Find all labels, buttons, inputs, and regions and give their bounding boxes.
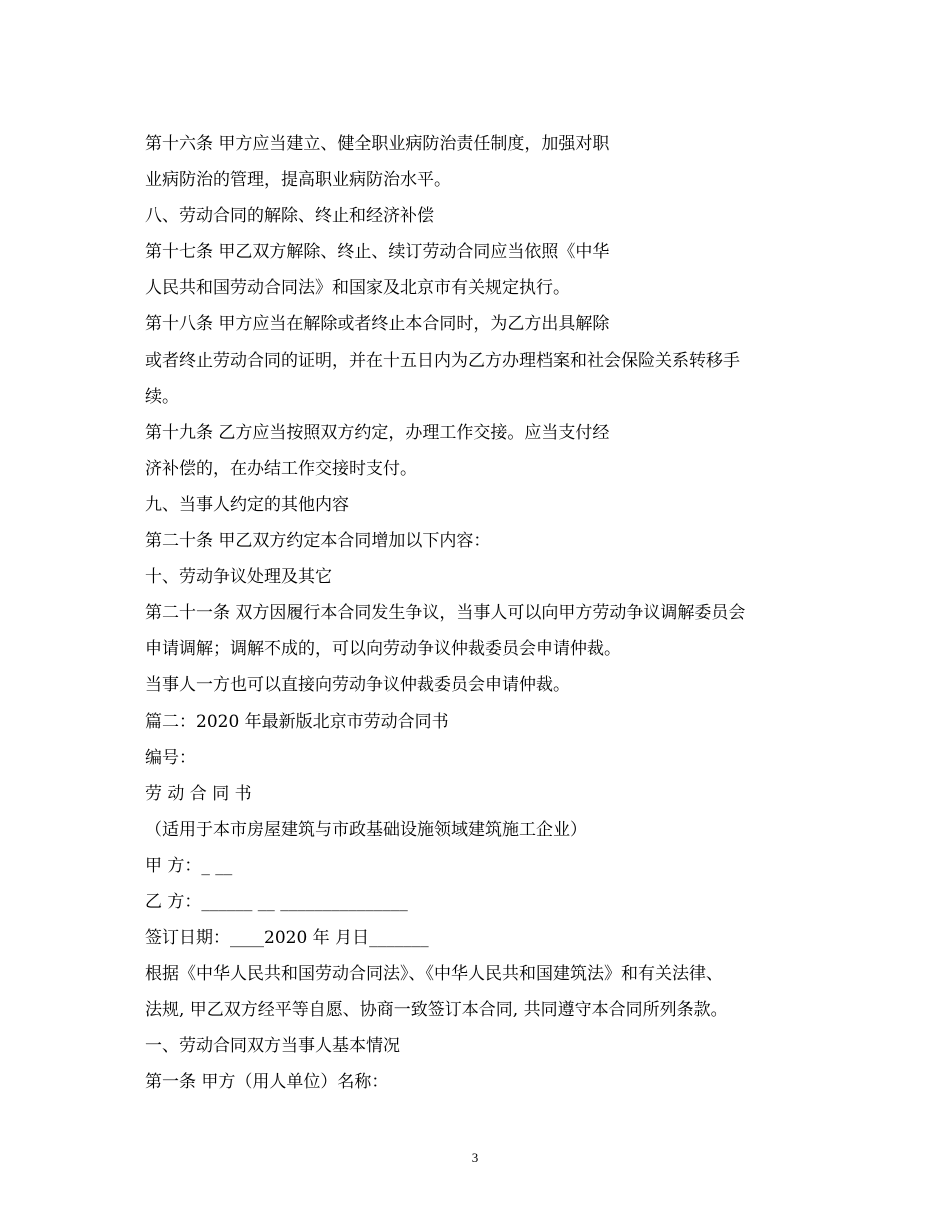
section-8-heading: 八、劳动合同的解除、终止和经济补偿 <box>145 206 434 227</box>
article-21-line-3: 当事人一方也可以直接向劳动争议仲裁委员会申请仲裁。 <box>145 675 570 696</box>
article-19-line-2: 济补偿的，在办结工作交接时支付。 <box>145 458 417 479</box>
party-b-field: 乙 方：______ __ _______________ <box>145 891 408 912</box>
preamble-line-1: 根据《中华人民共和国劳动合同法》、《中华人民共和国建筑法》和有关法律、 <box>145 964 723 985</box>
document-body <box>145 126 815 1101</box>
contract-number-label: 编号： <box>145 747 196 768</box>
article-21-line-1: 第二十一条 双方因履行本合同发生争议，当事人可以向甲方劳动争议调解委员会 <box>145 603 746 624</box>
article-1-line: 第一条 甲方（用人单位）名称： <box>145 1072 389 1093</box>
part-2-title: 篇二：2020 年最新版北京市劳动合同书 <box>145 711 449 732</box>
contract-title: 劳 动 合 同 书 <box>145 783 252 804</box>
party-a-field: 甲 方：_ __ <box>145 855 233 876</box>
article-16-line-2: 业病防治的管理，提高职业病防治水平。 <box>145 170 451 191</box>
section-1-heading: 一、劳动合同双方当事人基本情况 <box>145 1036 400 1057</box>
article-18-line-2: 或者终止劳动合同的证明，并在十五日内为乙方办理档案和社会保险关系转移手 <box>145 350 740 371</box>
article-18-line-1: 第十八条 甲方应当在解除或者终止本合同时，为乙方出具解除 <box>145 314 610 335</box>
article-17-line-1: 第十七条 甲乙双方解除、终止、续订劳动合同应当依照《中华 <box>145 242 610 263</box>
contract-scope-note: （适用于本市房屋建筑与市政基础设施领域建筑施工企业） <box>145 819 587 840</box>
page-number: 3 <box>471 1150 479 1165</box>
article-16-line-1: 第十六条 甲方应当建立、健全职业病防治责任制度，加强对职 <box>145 134 610 154</box>
signing-date-field: 签订日期：____2020 年 月日_______ <box>145 928 429 949</box>
preamble-line-2: 法规, 甲乙双方经平等自愿、协商一致签订本合同, 共同遵守本合同所列条款。 <box>145 1000 728 1021</box>
article-21-line-2: 申请调解；调解不成的，可以向劳动争议仲裁委员会申请仲裁。 <box>145 639 621 660</box>
article-17-line-2: 人民共和国劳动合同法》和国家及北京市有关规定执行。 <box>145 278 570 299</box>
article-18-line-3: 续。 <box>145 386 179 407</box>
section-9-heading: 九、当事人约定的其他内容 <box>145 494 349 515</box>
section-10-heading: 十、劳动争议处理及其它 <box>145 567 332 588</box>
article-19-line-1: 第十九条 乙方应当按照双方约定，办理工作交接。应当支付经 <box>145 422 610 443</box>
article-20-line: 第二十条 甲乙双方约定本合同增加以下内容： <box>145 531 491 552</box>
